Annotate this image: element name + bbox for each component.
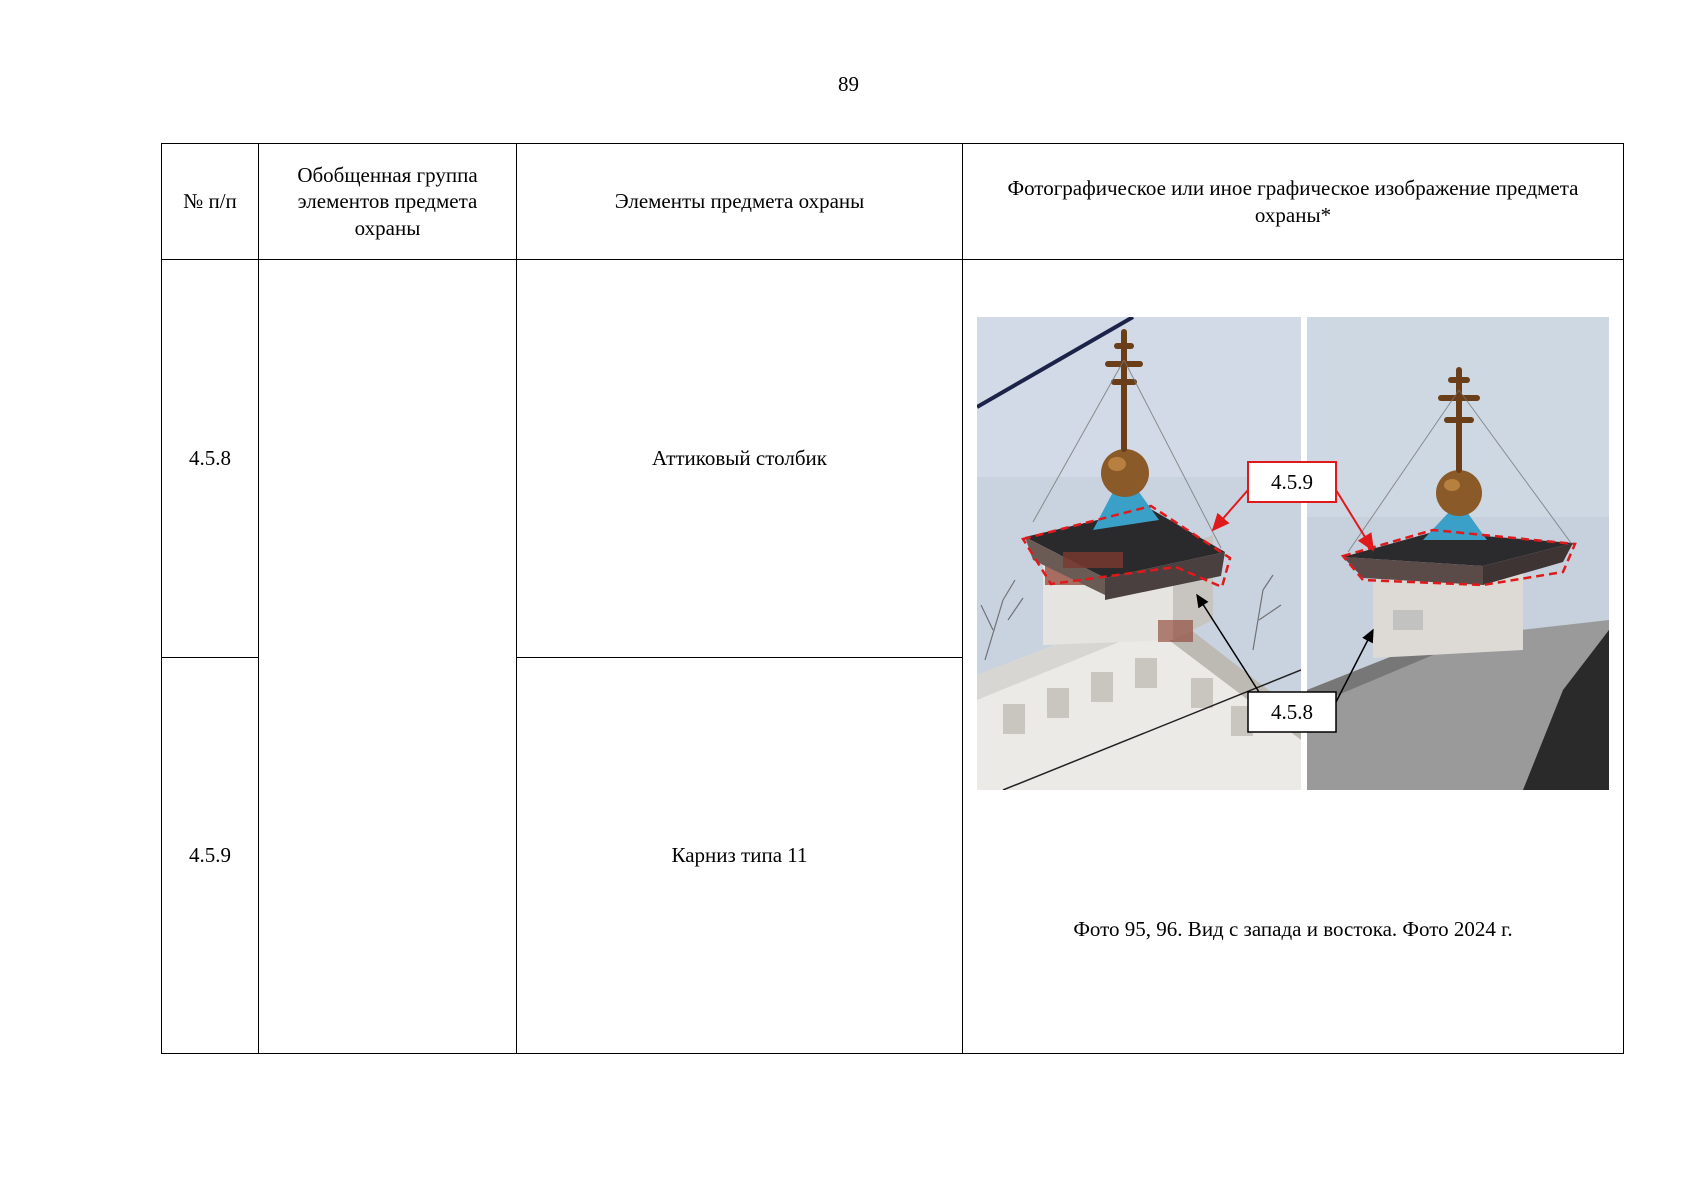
header-image: Фотографическое или иное графическое изображение предмета охраны* — [963, 144, 1624, 260]
photo-panel — [963, 260, 1623, 1053]
photo-caption: Фото 95, 96. Вид с запада и востока. Фото 2024 г. — [1073, 917, 1513, 941]
callout-cornice-label: 4.5.9 — [1271, 470, 1313, 494]
header-elements: Элементы предмета охраны — [517, 144, 963, 260]
row-number: 4.5.8 — [162, 260, 259, 658]
header-number: № п/п — [162, 144, 259, 260]
photo-east-view — [1307, 317, 1609, 790]
row-element: Карниз типа 11 — [517, 657, 963, 1054]
row-number: 4.5.9 — [162, 657, 259, 1054]
callout-post-label: 4.5.8 — [1271, 700, 1313, 724]
header-group: Обобщенная группа элементов предмета охраны — [259, 144, 517, 260]
table-header-row — [162, 144, 1624, 260]
heritage-elements-table — [161, 143, 1624, 1054]
table-row — [162, 260, 1624, 658]
photo-cell — [963, 260, 1624, 1054]
page-number: 89 — [838, 72, 859, 96]
group-cell — [259, 260, 517, 1054]
row-element: Аттиковый столбик — [517, 260, 963, 658]
